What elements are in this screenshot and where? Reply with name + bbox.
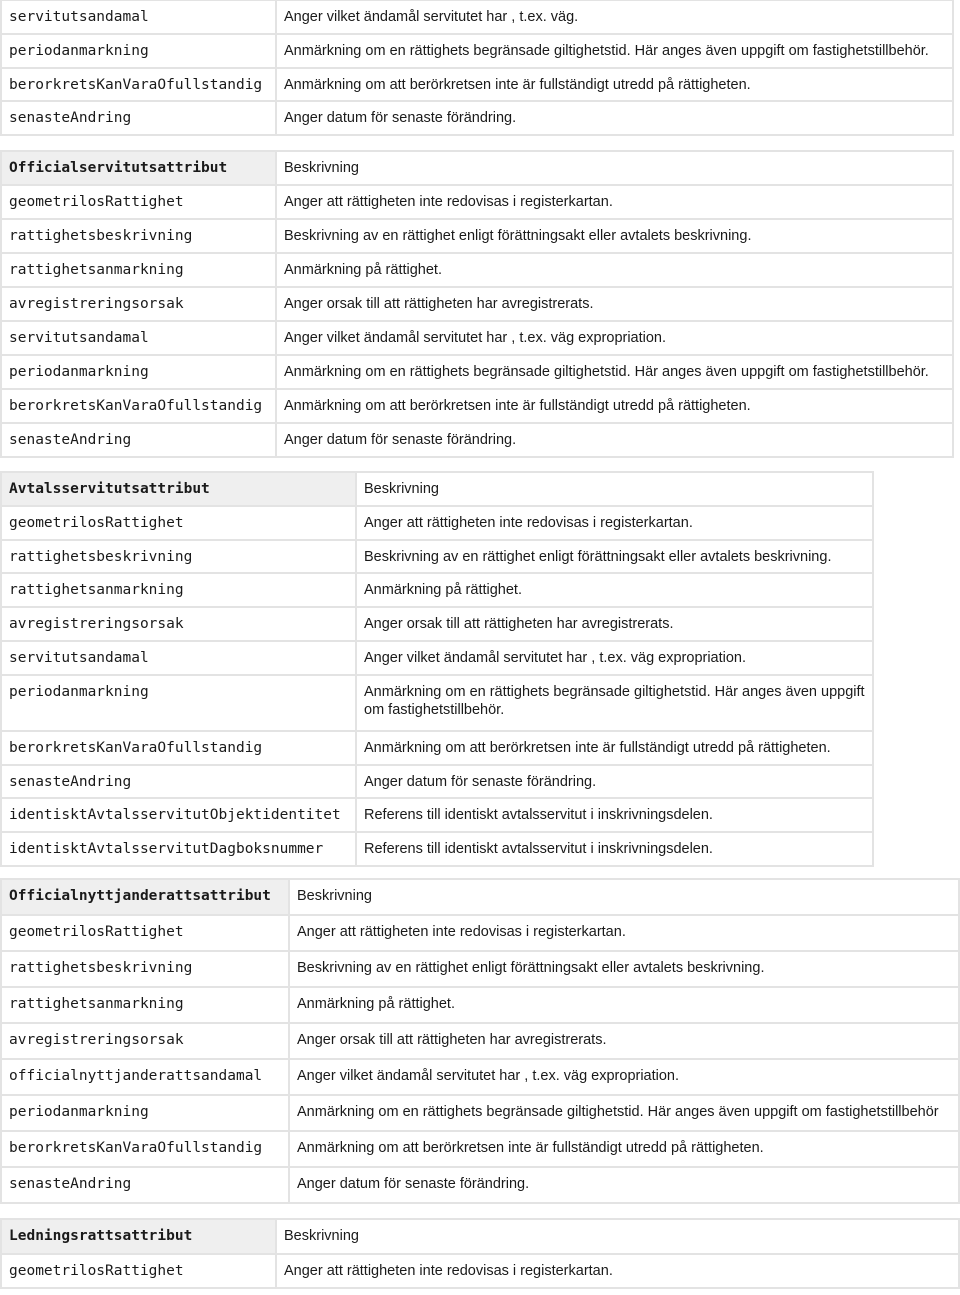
attribute-description: Anger att rättigheten inte redovisas i registerkartan.: [356, 506, 873, 540]
attribute-description: Anmärkning på rättighet.: [276, 253, 953, 287]
column-header-description: Beskrivning: [356, 472, 873, 506]
attribute-name: berorkretsKanVaraOfullstandig: [1, 1131, 289, 1167]
table-row: [1, 321, 953, 355]
attribute-description: Anger orsak till att rättigheten har avregistrerats.: [356, 607, 873, 641]
attribute-name: berorkretsKanVaraOfullstandig: [1, 389, 276, 423]
attribute-name: servitutsandamal: [1, 0, 276, 34]
table-header-row: [1, 472, 873, 506]
attribute-name: geometrilosRattighet: [1, 185, 276, 219]
attribute-name: avregistreringsorsak: [1, 287, 276, 321]
attribute-description: Anmärkning på rättighet.: [289, 987, 959, 1023]
attribute-description: Beskrivning av en rättighet enligt förättningsakt eller avtalets beskrivning.: [289, 951, 959, 987]
table-row: [1, 1131, 959, 1167]
table-row: [1, 798, 873, 832]
attribute-table-continued: [0, 0, 954, 136]
table-row: [1, 355, 953, 389]
attribute-description: Anger vilket ändamål servitutet har , t.ex. väg expropriation.: [276, 321, 953, 355]
table-row: [1, 68, 953, 102]
attribute-description: Anger datum för senaste förändring.: [289, 1167, 959, 1203]
attribute-name: periodanmarkning: [1, 355, 276, 389]
attribute-description: Anmärkning om en rättighets begränsade giltighetstid. Här anges även uppgift om fastighetstillbehör.: [276, 355, 953, 389]
attribute-name: rattighetsanmarkning: [1, 253, 276, 287]
table-row: [1, 573, 873, 607]
table-row: [1, 389, 953, 423]
attribute-description: Referens till identiskt avtalsservitut i inskrivningsdelen.: [356, 832, 873, 866]
table-row: [1, 832, 873, 866]
ledningsratt-table: [0, 1218, 960, 1289]
officialnyttjanderatt-table: [0, 878, 960, 1204]
table-row: [1, 287, 953, 321]
table-row: [1, 1095, 959, 1131]
attribute-name: identisktAvtalsservitutObjektidentitet: [1, 798, 356, 832]
table-row: [1, 731, 873, 765]
attribute-description: Anmärkning om att berörkretsen inte är fullständigt utredd på rättigheten.: [289, 1131, 959, 1167]
avtalsservitut-table: [0, 471, 874, 867]
table-row: [1, 915, 959, 951]
attribute-description: Beskrivning av en rättighet enligt förättningsakt eller avtalets beskrivning.: [356, 540, 873, 574]
attribute-description: Anmärkning om en rättighets begränsade giltighetstid. Här anges även uppgift om fastighetstillbehör.: [356, 675, 873, 731]
table-row: [1, 1167, 959, 1203]
attribute-name: senasteAndring: [1, 765, 356, 799]
table-row: [1, 219, 953, 253]
table-row: [1, 506, 873, 540]
table-row: [1, 951, 959, 987]
table-row: [1, 423, 953, 457]
attribute-name: berorkretsKanVaraOfullstandig: [1, 68, 276, 102]
table-title: Officialservitutsattribut: [1, 151, 276, 185]
table-row: [1, 765, 873, 799]
attribute-description: Anger vilket ändamål servitutet har , t.ex. väg.: [276, 0, 953, 34]
table-row: [1, 253, 953, 287]
attribute-name: periodanmarkning: [1, 1095, 289, 1131]
table-title: Ledningsrattsattribut: [1, 1219, 276, 1254]
attribute-description: Anmärkning på rättighet.: [356, 573, 873, 607]
attribute-name: berorkretsKanVaraOfullstandig: [1, 731, 356, 765]
attribute-name: senasteAndring: [1, 1167, 289, 1203]
table-header-row: [1, 879, 959, 915]
attribute-name: geometrilosRattighet: [1, 506, 356, 540]
table-row: [1, 987, 959, 1023]
attribute-description: Anger datum för senaste förändring.: [276, 101, 953, 135]
attribute-name: identisktAvtalsservitutDagboksnummer: [1, 832, 356, 866]
table-row: [1, 675, 873, 731]
table-title: Avtalsservitutsattribut: [1, 472, 356, 506]
table-row: [1, 1059, 959, 1095]
officialservitut-table: [0, 150, 954, 458]
attribute-name: servitutsandamal: [1, 641, 356, 675]
table-title: Officialnyttjanderattsattribut: [1, 879, 289, 915]
attribute-name: officialnyttjanderattsandamal: [1, 1059, 289, 1095]
attribute-description: Anger orsak till att rättigheten har avregistrerats.: [289, 1023, 959, 1059]
attribute-name: periodanmarkning: [1, 675, 356, 731]
attribute-name: senasteAndring: [1, 423, 276, 457]
table-row: [1, 34, 953, 68]
table-row: [1, 607, 873, 641]
column-header-description: Beskrivning: [276, 151, 953, 185]
table-header-row: [1, 1219, 959, 1254]
table-row: [1, 1023, 959, 1059]
attribute-description: Anmärkning om en rättighets begränsade giltighetstid. Här anges även uppgift om fastighetstillbehör: [289, 1095, 959, 1131]
table-row: [1, 0, 953, 34]
attribute-description: Anger att rättigheten inte redovisas i registerkartan.: [276, 1254, 959, 1289]
attribute-description: Anger att rättigheten inte redovisas i registerkartan.: [276, 185, 953, 219]
attribute-name: rattighetsbeskrivning: [1, 951, 289, 987]
attribute-name: senasteAndring: [1, 101, 276, 135]
column-header-description: Beskrivning: [289, 879, 959, 915]
attribute-description: Anger vilket ändamål servitutet har , t.ex. väg expropriation.: [289, 1059, 959, 1095]
table-row: [1, 540, 873, 574]
table-row: [1, 1254, 959, 1289]
attribute-description: Anmärkning om en rättighets begränsade giltighetstid. Här anges även uppgift om fastighetstillbehör.: [276, 34, 953, 68]
attribute-description: Anmärkning om att berörkretsen inte är fullständigt utredd på rättigheten.: [276, 68, 953, 102]
attribute-description: Anger orsak till att rättigheten har avregistrerats.: [276, 287, 953, 321]
attribute-name: rattighetsanmarkning: [1, 573, 356, 607]
attribute-name: rattighetsanmarkning: [1, 987, 289, 1023]
attribute-description: Anmärkning om att berörkretsen inte är fullständigt utredd på rättigheten.: [276, 389, 953, 423]
attribute-name: avregistreringsorsak: [1, 1023, 289, 1059]
attribute-name: rattighetsbeskrivning: [1, 540, 356, 574]
table-row: [1, 641, 873, 675]
attribute-name: periodanmarkning: [1, 34, 276, 68]
table-row: [1, 185, 953, 219]
table-header-row: [1, 151, 953, 185]
attribute-description: Anger datum för senaste förändring.: [356, 765, 873, 799]
column-header-description: Beskrivning: [276, 1219, 959, 1254]
attribute-description: Anger att rättigheten inte redovisas i registerkartan.: [289, 915, 959, 951]
attribute-description: Beskrivning av en rättighet enligt förättningsakt eller avtalets beskrivning.: [276, 219, 953, 253]
attribute-description: Anmärkning om att berörkretsen inte är fullständigt utredd på rättigheten.: [356, 731, 873, 765]
attribute-name: rattighetsbeskrivning: [1, 219, 276, 253]
attribute-description: Anger datum för senaste förändring.: [276, 423, 953, 457]
attribute-description: Anger vilket ändamål servitutet har , t.ex. väg expropriation.: [356, 641, 873, 675]
attribute-name: geometrilosRattighet: [1, 1254, 276, 1289]
table-row: [1, 101, 953, 135]
attribute-name: geometrilosRattighet: [1, 915, 289, 951]
attribute-description: Referens till identiskt avtalsservitut i inskrivningsdelen.: [356, 798, 873, 832]
attribute-name: servitutsandamal: [1, 321, 276, 355]
attribute-name: avregistreringsorsak: [1, 607, 356, 641]
